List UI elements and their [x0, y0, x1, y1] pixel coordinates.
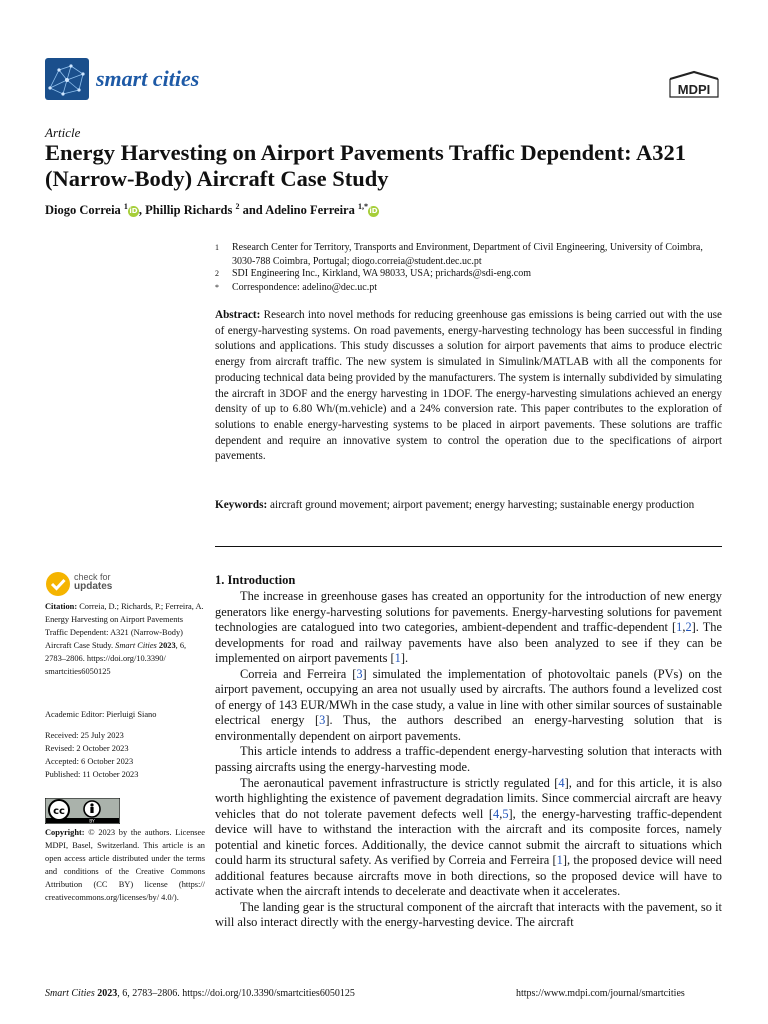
received-date: Received: 25 July 2023 [45, 731, 124, 740]
paragraph: The aeronautical pavement infrastructure is strictly regulated [4], and for this article, it is also worth highlighting the existence of pavement degradation limits. Since commercial aircraft are heavy vehicles that do not tolerate pavement defects well [4,5], the energy-harvesting traffic-dependent device will have to withstand the interaction with the aircraft and its composite forces, namely potential and kinetic forces. Additionally, the device cannot submit the aircraft to situations which could harm its structural safety. As verified by Correia and Ferreira [1], the proposed device will need additional features because aircrafts move in both directions, so the proposed device will have to activate when the aircraft intends to decelerate and deactivate when it accelerates. [215, 775, 722, 899]
footer-year: 2023 [97, 988, 118, 999]
accepted-date: Accepted: 6 October 2023 [45, 757, 134, 766]
check-updates-line1: check for [74, 572, 111, 582]
affiliation-number: 1 [215, 243, 219, 252]
revised-date: Revised: 2 October 2023 [45, 744, 129, 753]
keywords-text: aircraft ground movement; airport pavement; energy harvesting; sustainable energy production [270, 499, 695, 511]
citation-journal: Smart Cities [115, 641, 157, 650]
author-separator: and [239, 203, 266, 218]
footer-citation [45, 988, 355, 999]
keywords-label: Keywords: [215, 499, 268, 511]
check-updates-icon [45, 571, 71, 597]
author-affiliation-mark: 1,* [358, 202, 368, 211]
orcid-icon[interactable]: iD [369, 207, 378, 216]
check-updates-line2: updates [74, 581, 113, 592]
footer-journal: Smart Cities [45, 988, 95, 999]
paragraph: This article intends to address a traffic-dependent energy-harvesting solution that interacts with passing aircrafts using the energy-harvesting mode. [215, 744, 722, 775]
affiliation-item [215, 241, 722, 269]
article-type: Article [45, 125, 81, 140]
reference-link[interactable]: 2 [685, 620, 692, 635]
copyright-label: Copyright: [45, 828, 85, 837]
affiliation-number: * [215, 283, 219, 292]
affiliation-text: SDI Engineering Inc., Kirkland, WA 98033, USA; prichards@sdi-eng.com [232, 268, 531, 279]
journal-name: smart cities [96, 66, 200, 91]
publication-dates [45, 729, 205, 781]
mdpi-logo-icon [666, 70, 722, 100]
cc-by-license-icon[interactable] [45, 798, 120, 824]
author-affiliation-mark: 2 [235, 202, 240, 211]
reference-link[interactable]: 1 [676, 620, 683, 635]
smart-cities-logo-icon [45, 58, 89, 100]
paragraph: The landing gear is the structural component of the aircraft that interacts with the pavement, so it will also interact directly with the energy-harvesting device. The aircraft [215, 899, 722, 930]
paragraph: Correia and Ferreira [3] simulated the implementation of photovoltaic panels (PVs) on the airport pavement, occupying an area not usually used by aircrafts. The authors found a levelized cost of energy of 143 EUR/MWh in the case study, a value in line with other similar sources of sustainable electrical energy [3]. Thus, the authors described an energy-harvesting solution that is environmentally dependent on airport pavements. [215, 666, 723, 743]
abstract-text: Research into novel methods for reducing greenhouse gas emissions is being carried out with the use of energy-harvesting systems. On road pavements, energy-harvesting technology has been successful in finding solutions and applications. This study discusses a solution for airport pavements that aims to produce electric energy from aircraft traffic. The new system is simulated in Simulink/MATLAB with all the components for producing technical data being provided by the manufacturers. The system is internally subdivided by simulating the aircraft in 3DOF and the energy harvesting in 1DOF. The energy-harvesting simulations achieved an energy density of up to 6.80 Wh/(m.vehicle) and a 24% conversion rate. This paper contributes to the exploration of solutions to enable energy-harvesting systems to be placed in airport pavements. These solutions are traffic dependent and require an innovative system to control the operation due to the specifications of airport pavements. [215, 309, 722, 463]
reference-link[interactable]: 1 [556, 853, 563, 868]
author-list [45, 202, 379, 218]
author-separator: , [138, 203, 146, 218]
reference-link[interactable]: 3 [356, 666, 363, 681]
section-heading: 1. Introduction [215, 573, 296, 587]
citation-text: Correia, D.; Richards, P.; Ferreira, A. Energy Harvesting on Airport Pavements Traffic Dependent: A321 (Narrow-Body) Aircraft Case Study. [45, 602, 204, 650]
citation-label: Citation: [45, 602, 78, 611]
abstract [215, 308, 722, 465]
paragraph: The increase in greenhouse gases has created an opportunity for the introduction of new energy generators like energy-harvesting solutions for pavements. Energy-harvesting solutions for pavement technologies are catalogued into two categories, ambient-dependent and traffic-dependent [1,2]. The developments for road and railway pavements have also been analyzed to see if they can be implemented on airport pavements [1]. [215, 589, 722, 666]
copyright-text: © 2023 by the authors. Licensee MDPI, Basel, Switzerland. This article is an open access article distributed under the terms and conditions of the Creative Commons Attribution (CC BY) license (https:// creativecommons.org/licenses/by/ 4.0/). [45, 828, 205, 902]
cc-by-label: BY [89, 819, 95, 824]
svg-text:cc: cc [53, 806, 65, 817]
academic-editor: Academic Editor: Pierluigi Siano [45, 710, 157, 719]
publisher-name: MDPI [677, 82, 711, 97]
author-affiliation-mark: 1 [123, 202, 128, 211]
affiliation-number: 2 [215, 269, 219, 278]
reference-link[interactable]: 4 [493, 806, 500, 821]
paper-title: Energy Harvesting on Airport Pavements Traffic Dependent: A321 (Narrow-Body) Aircraft Case Study [45, 140, 686, 191]
body-text [215, 589, 722, 931]
author-name[interactable]: Adelino Ferreira [265, 203, 355, 218]
author-name[interactable]: Phillip Richards [145, 203, 233, 218]
orcid-icon[interactable]: iD [129, 207, 138, 216]
affiliation-text: Correspondence: adelino@dec.uc.pt [232, 282, 377, 293]
footer-doi[interactable]: , 6, 2783–2806. https://doi.org/10.3390/smartcities6050125 [117, 988, 355, 999]
keywords [215, 498, 722, 514]
reference-link[interactable]: 5 [502, 806, 509, 821]
reference-link[interactable]: 4 [558, 775, 565, 790]
copyright-block [45, 826, 205, 904]
section-divider [215, 546, 722, 547]
citation-block [45, 600, 205, 678]
affiliation-text: Research Center for Territory, Transports and Environment, Department of Civil Engineering, University of Coimbra, 3030-788 Coimbra, Portugal; diogo.correia@student.dec.uc.pt [232, 242, 703, 267]
citation-year: 2023 [158, 641, 176, 650]
affiliation-item [215, 267, 722, 281]
reference-link[interactable]: 3 [319, 713, 326, 728]
citation-rest[interactable]: , 6, 2783–2806. https://doi.org/10.3390/ smartcities6050125 [45, 641, 187, 676]
reference-link[interactable]: 1 [394, 651, 401, 666]
author-name[interactable]: Diogo Correia [45, 203, 121, 218]
abstract-label: Abstract: [215, 309, 261, 321]
footer-journal-url[interactable]: https://www.mdpi.com/journal/smartcities [516, 988, 685, 999]
affiliation-item [215, 281, 722, 295]
check-for-updates-button[interactable] [45, 571, 175, 597]
published-date: Published: 11 October 2023 [45, 770, 139, 779]
